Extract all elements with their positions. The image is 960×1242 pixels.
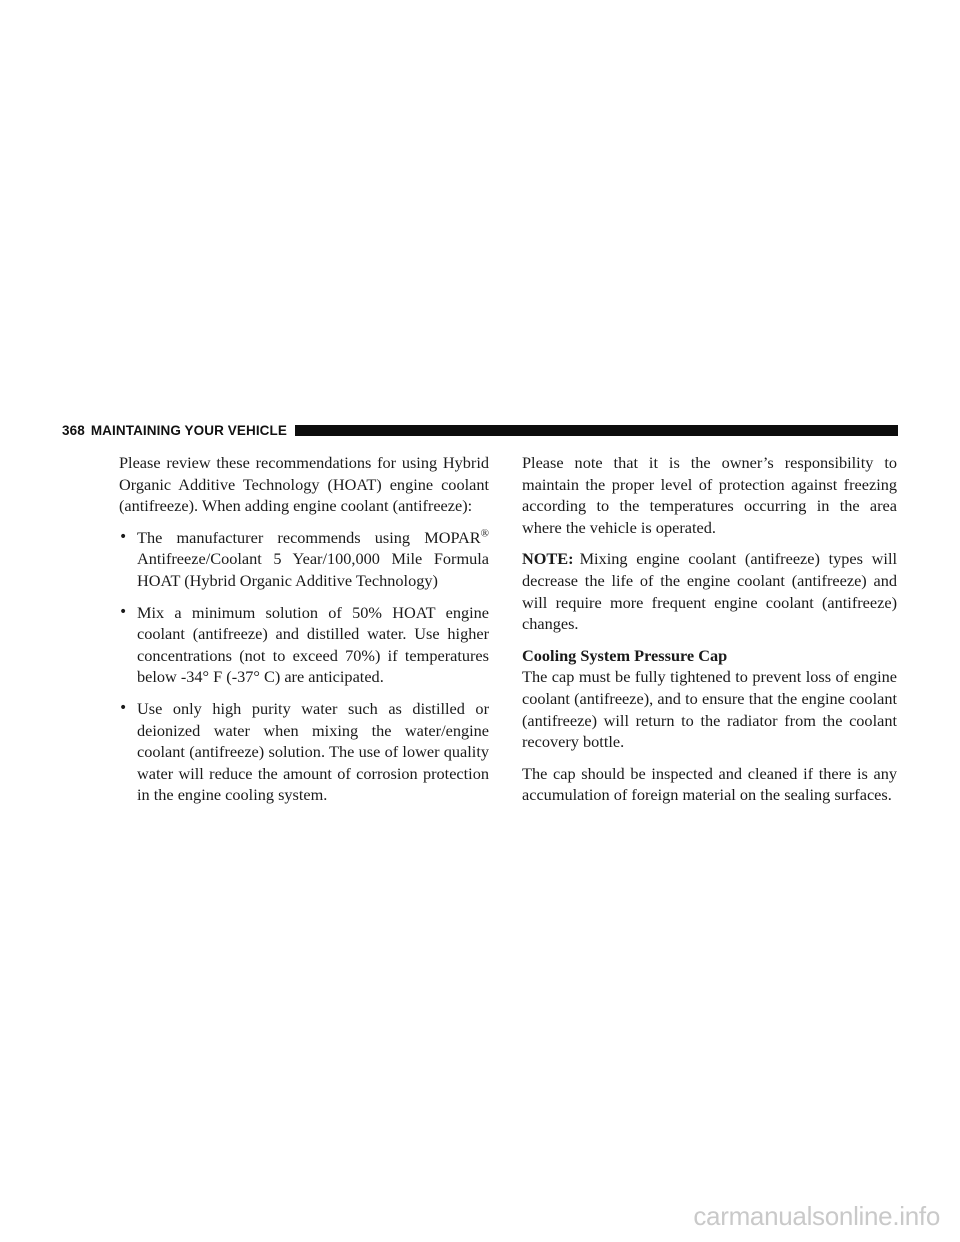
registered-mark: ®: [480, 527, 489, 540]
bullet-icon: •: [119, 699, 128, 716]
note-paragraph: [522, 548, 897, 634]
list-item-text-cont: Antifreeze/Coolant 5 Year/100,000 Mile Formula HOAT (Hybrid Organic Additive Technology): [137, 549, 489, 590]
page-header: [62, 420, 898, 440]
responsibility-paragraph: Please note that it is the owner’s responsibility to maintain the proper level of protection against freezing according to the temperatures occurring in the area where the vehicle is operated.: [522, 453, 897, 537]
list-item: [119, 527, 489, 592]
note-label: NOTE:: [522, 549, 574, 569]
list-item-text: Use only high purity water such as distilled or deionized water when mixing the water/engine coolant (antifreeze) solution. The use of lower quality water will reduce the amount of corrosion protection in the engine cooling system.: [137, 698, 489, 805]
section-subheading: Cooling System Pressure Cap: [522, 645, 728, 665]
page-number: 368: [62, 422, 85, 438]
inspection-paragraph: The cap should be inspected and cleaned if there is any accumulation of foreign material on the sealing surfaces.: [522, 763, 897, 805]
list-item-text: Mix a minimum solution of 50% HOAT engine coolant (antifreeze) and distilled water. Use higher concentrations (not to exceed 70%) if temperatures below -34° F (-37° C) are anticipated.: [137, 602, 489, 687]
intro-paragraph: Please review these recommendations for using Hybrid Organic Additive Technology (HOAT) engine coolant (antifreeze). When adding engine coolant (antifreeze):: [119, 453, 489, 516]
list-item: [119, 602, 489, 688]
bullet-icon: •: [119, 603, 128, 620]
recommendation-list: [119, 527, 489, 806]
right-column: [522, 452, 897, 816]
watermark: carmanualsonline.info: [693, 1201, 940, 1231]
list-item: [119, 698, 489, 806]
bullet-icon: •: [119, 528, 128, 545]
list-item-text: The manufacturer recommends using MOPAR: [137, 527, 481, 547]
header-rule: [295, 425, 898, 436]
section-title: MAINTAINING YOUR VEHICLE: [90, 422, 287, 438]
left-column: [119, 452, 489, 816]
note-text: Mixing engine coolant (antifreeze) types will decrease the life of the engine coolant (antifreeze) and will require more frequent engine coolant (antifreeze) changes.: [522, 549, 897, 634]
pressure-cap-paragraph: The cap must be fully tightened to prevent loss of engine coolant (antifreeze), and to ensure that the engine coolant (antifreeze) will return to the radiator from the coolant recovery bottle.: [522, 667, 897, 752]
